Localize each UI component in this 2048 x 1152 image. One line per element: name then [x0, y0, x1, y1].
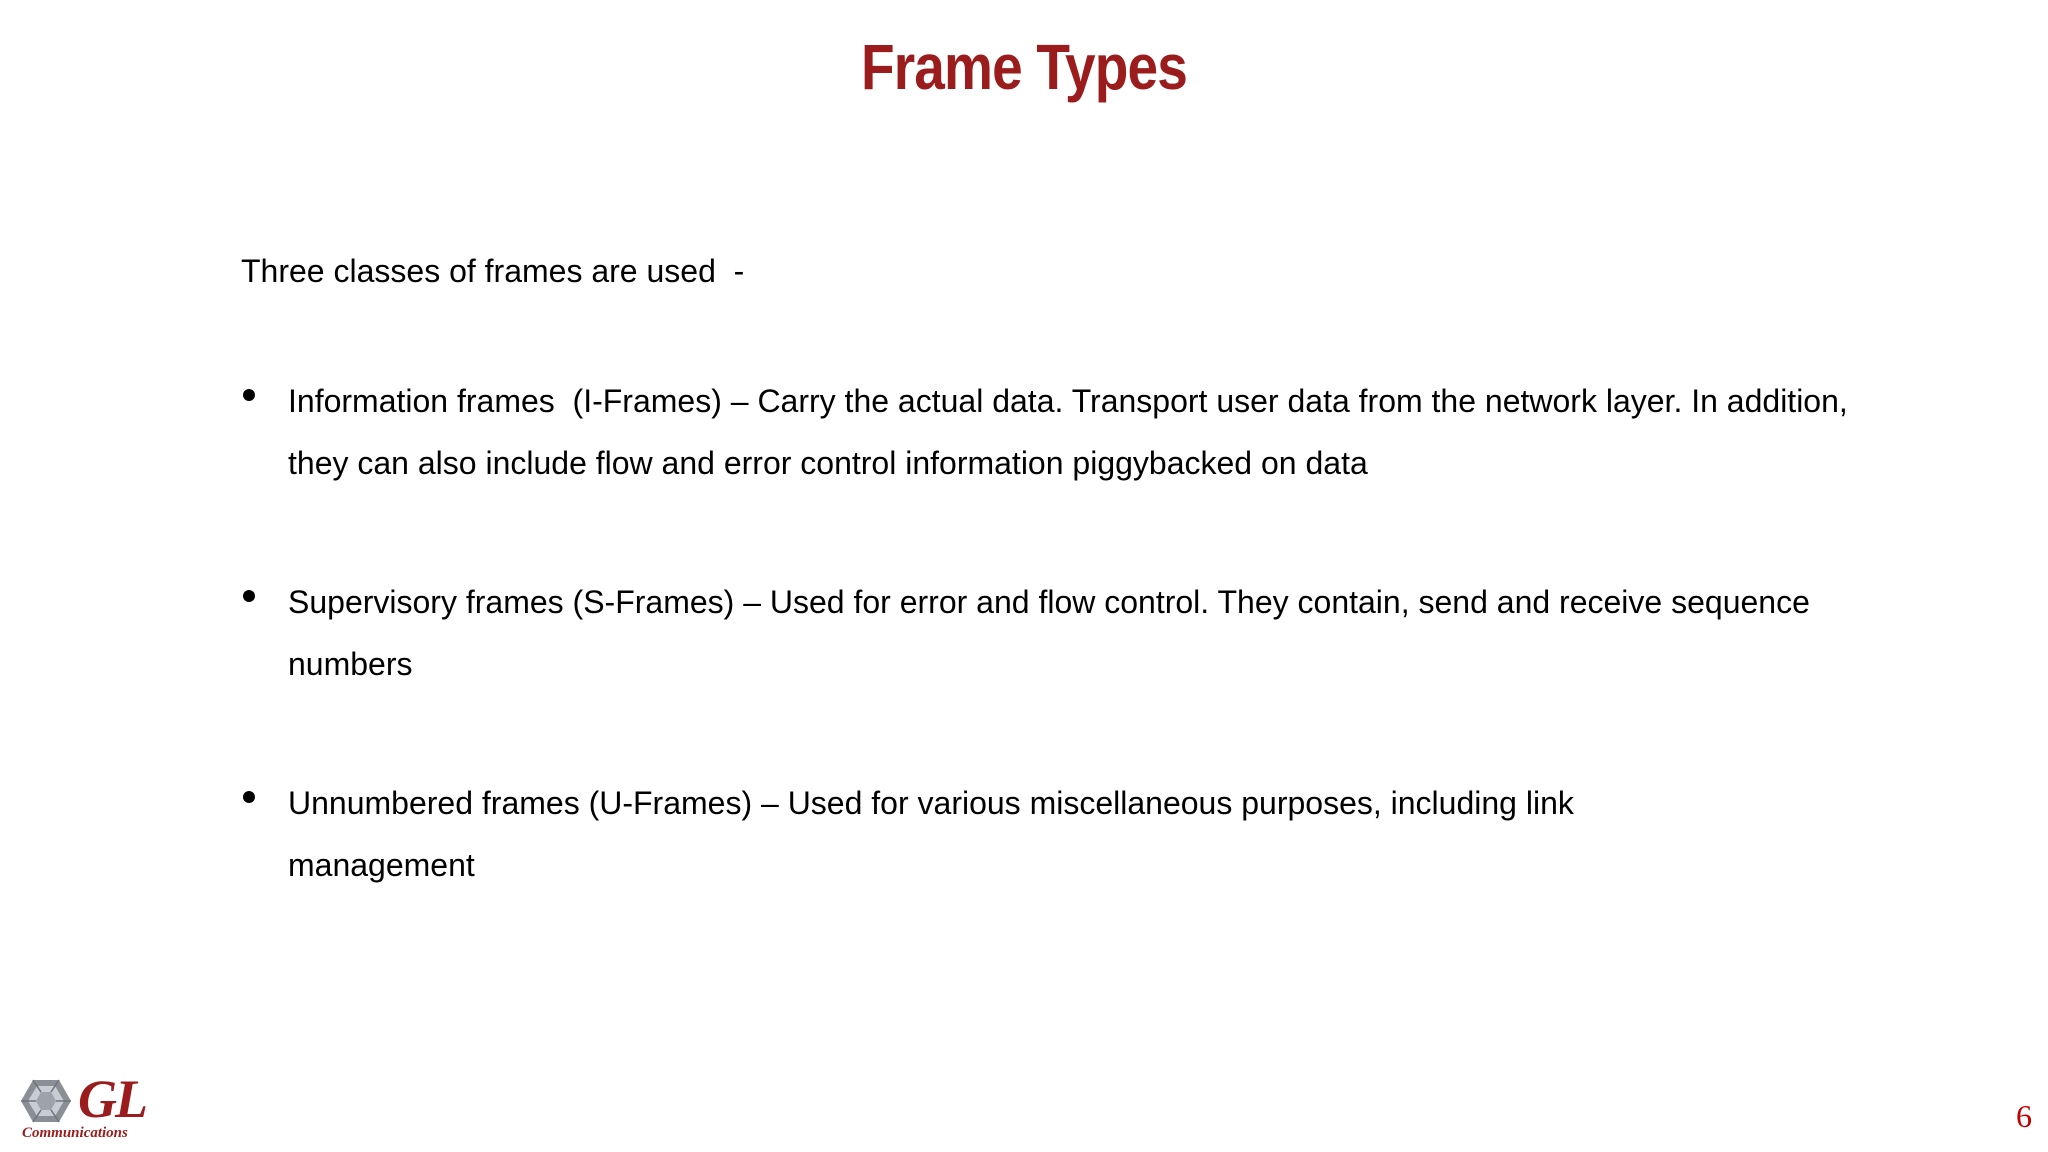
- bullet-text: Unnumbered frames (U-Frames) – Used for various miscellaneous purposes, including link management: [288, 785, 1583, 883]
- bullet-text: Supervisory frames (S-Frames) – Used for error and flow control. They contain, send and receive sequence numbers: [288, 584, 1819, 682]
- hexagon-logo-icon: [20, 1078, 72, 1124]
- bullet-dot-icon: [243, 389, 255, 401]
- bullet-dot-icon: [243, 791, 255, 803]
- gl-communications-logo: [20, 1069, 160, 1144]
- intro-text: Three classes of frames are used -: [241, 253, 745, 289]
- bullet-text: Information frames (I-Frames) – Carry the actual data. Transport user data from the network layer. In addition, they can also include flow and error control information piggybacked on data: [288, 383, 1857, 481]
- logo-mark: GL: [78, 1069, 146, 1129]
- bullet-dot-icon: [243, 590, 255, 602]
- logo-subtitle: Communications: [22, 1125, 128, 1141]
- page-number: 6: [2016, 1098, 2032, 1134]
- slide-title: Frame Types: [860, 31, 1188, 103]
